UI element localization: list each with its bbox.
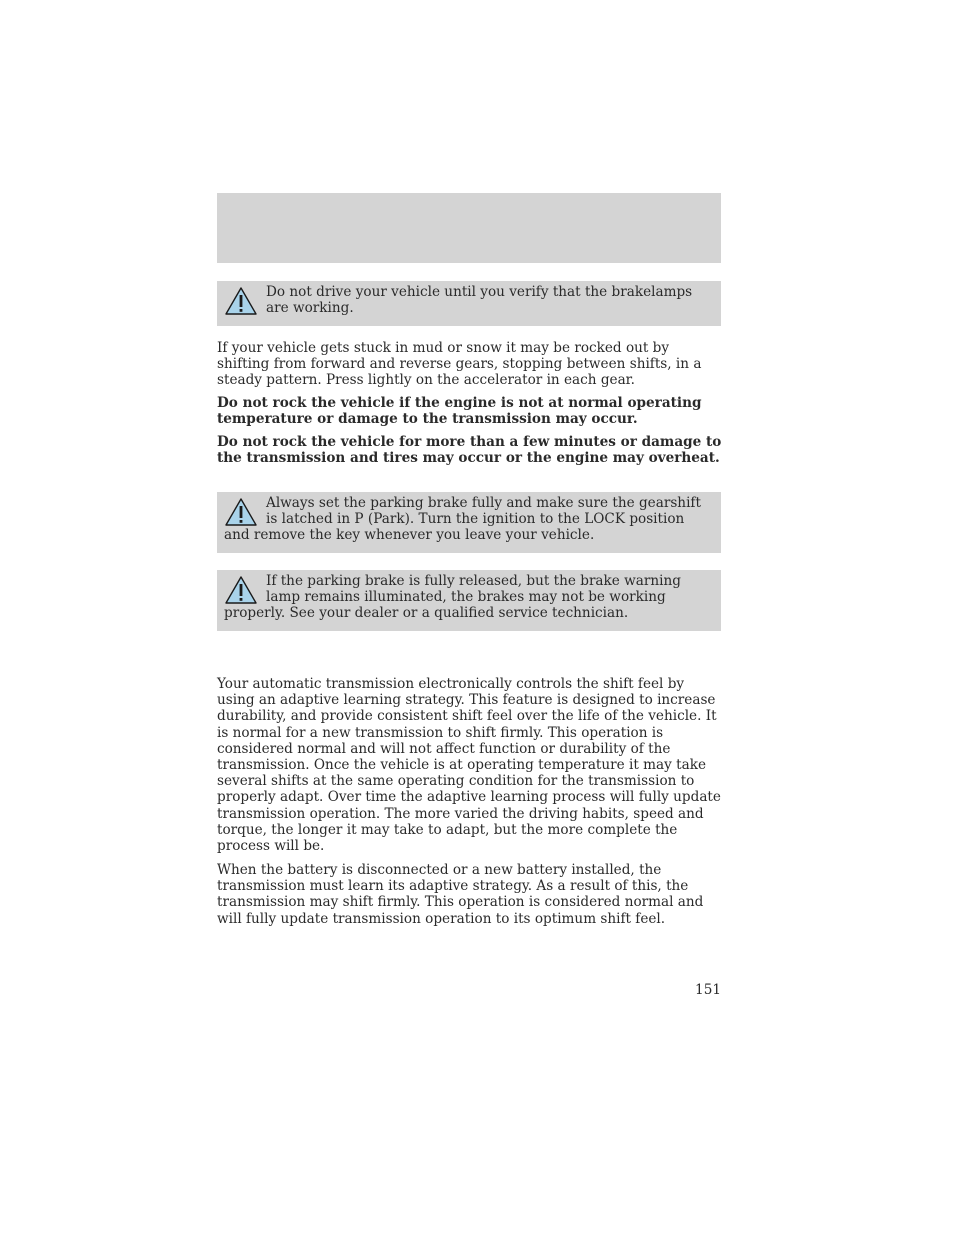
warning-box-parking-brake	[217, 492, 721, 553]
page-number: 151	[695, 982, 721, 998]
warning-triangle-icon	[224, 575, 258, 605]
warning-box-brake-lamp	[217, 570, 721, 631]
warning-text: Always set the parking brake fully and make sure the gearshift is latched in P (Park). Turn the ignition to the LOCK position and remove the key whenever you leave your vehicle.	[224, 495, 701, 544]
section-header-band	[217, 193, 721, 263]
warning-text: If the parking brake is fully released, but the brake warning lamp remains illuminated, the brakes may not be working properly. See your dealer or a qualified service technician.	[224, 573, 681, 622]
adaptive-learning-paragraph-1: Your automatic transmission electronically controls the shift feel by using an adaptive learning strategy. This feature is designed to increase durability, and provide consistent shift feel over the life of the vehicle. It is normal for a new transmission to shift firmly. This operation is considered normal and will not affect function or durability of the transmission. Once the vehicle is at operating temperature it may take several shifts at the same operating condition for the transmission to properly adapt. Over time the adaptive learning process will fully update transmission operation. The more varied the driving habits, speed and torque, the longer it may take to adapt, but the more complete the process will be.	[217, 676, 721, 855]
warning-triangle-icon	[224, 497, 258, 527]
stuck-vehicle-intro: If your vehicle gets stuck in mud or snow it may be rocked out by shifting from forward and reverse gears, stopping between shifts, in a steady pattern. Press lightly on the accelerator in each gear.	[217, 340, 702, 389]
caution-engine-temperature: Do not rock the vehicle if the engine is not at normal operating temperature or damage to the transmission may occur.	[217, 395, 702, 428]
warning-text: Do not drive your vehicle until you verify that the brakelamps are working.	[266, 284, 693, 317]
warning-triangle-icon	[224, 286, 258, 316]
adaptive-learning-paragraph-2: When the battery is disconnected or a new battery installed, the transmission must learn its adaptive strategy. As a result of this, the transmission may shift firmly. This operation is considered normal and will fully update transmission operation to its optimum shift feel.	[217, 862, 704, 927]
warning-box-brakelamps	[217, 281, 721, 326]
caution-rocking-duration: Do not rock the vehicle for more than a few minutes or damage to the transmission and tires may occur or the engine may overheat.	[217, 434, 722, 467]
